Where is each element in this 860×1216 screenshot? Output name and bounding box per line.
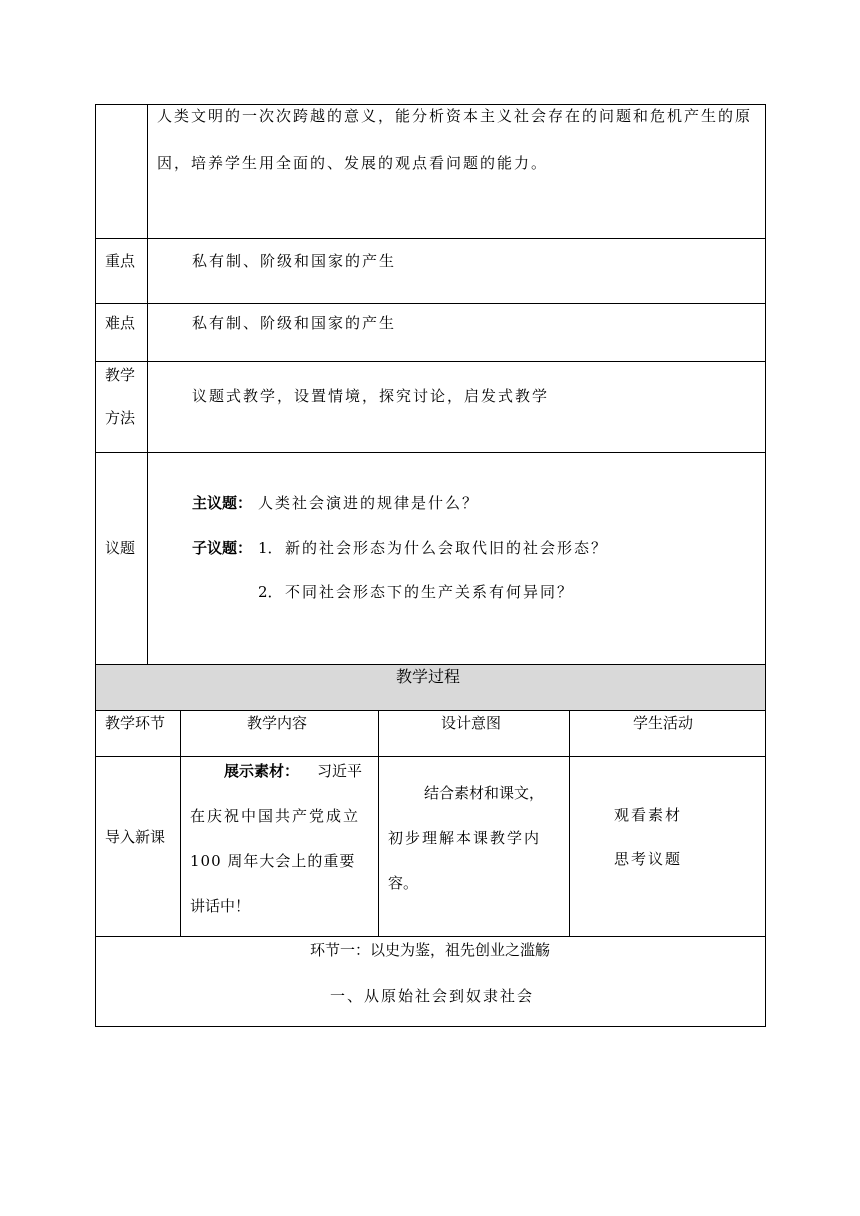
- table-rule: [147, 104, 148, 664]
- main-topic-text: 人类社会演进的规律是什么？: [258, 494, 480, 512]
- sub-topic-2-text: 不同社会形态下的生产关系有何异同？: [285, 583, 575, 601]
- table-rule: [765, 104, 766, 1027]
- sub-topic-1-text: 新的社会形态为什么会取代旧的社会形态？: [285, 539, 609, 557]
- table-rule: [95, 452, 766, 453]
- objectives-line-1: 人类文明的一次次跨越的意义，能分析资本主义社会存在的问题和危机产生的原: [157, 107, 753, 125]
- sub-topic-label: 子议题：: [192, 539, 253, 557]
- intro-content-line-4: 讲话中！: [190, 897, 251, 915]
- sub-topic-1-number: 1．: [258, 539, 283, 557]
- key-point-content: 私有制、阶级和国家的产生: [192, 252, 397, 270]
- table-rule: [95, 303, 766, 304]
- table-rule: [95, 361, 766, 362]
- difficulty-content: 私有制、阶级和国家的产生: [192, 314, 397, 332]
- topics-label: 议题: [105, 539, 136, 557]
- table-rule: [95, 756, 766, 757]
- table-rule: [95, 710, 766, 711]
- intro-content-line-3: 100 周年大会上的重要: [190, 852, 356, 870]
- table-rule: [569, 710, 570, 936]
- process-header: 教学过程: [396, 667, 461, 686]
- column-header-activity: 学生活动: [633, 714, 694, 732]
- table-rule: [95, 936, 766, 937]
- intro-stage: 导入新课: [105, 828, 166, 846]
- table-rule: [95, 238, 766, 239]
- method-label-line-1: 教学: [105, 366, 136, 384]
- difficulty-label: 难点: [105, 314, 136, 332]
- column-header-intent: 设计意图: [441, 714, 502, 732]
- table-rule: [95, 664, 766, 665]
- table-rule: [180, 710, 181, 936]
- column-header-content: 教学内容: [247, 714, 308, 732]
- intro-content-line-2: 在庆祝中国共产党成立: [190, 807, 361, 825]
- main-topic-label: 主议题：: [192, 494, 253, 512]
- table-rule: [95, 104, 766, 105]
- sub-topic-2-number: 2．: [258, 583, 283, 601]
- table-rule: [378, 710, 379, 936]
- table-rule: [95, 1026, 766, 1027]
- section-1-title: 环节一：以史为鉴，祖先创业之滥觞: [310, 941, 551, 959]
- section-1-subtitle: 一、从原始社会到奴隶社会: [330, 987, 535, 1005]
- intro-intent-line-2: 初步理解本课教学内: [388, 829, 542, 847]
- method-content: 议题式教学，设置情境，探究讨论，启发式教学: [192, 387, 550, 405]
- intro-content-bold: 展示素材：: [224, 762, 300, 780]
- intro-activity-line-1: 观看素材: [614, 806, 683, 824]
- intro-intent-line-3: 容。: [388, 874, 419, 892]
- method-label-line-2: 方法: [105, 409, 136, 427]
- key-point-label: 重点: [105, 252, 136, 270]
- intro-intent-line-1: 结合素材和课文，: [424, 784, 545, 802]
- column-header-stage: 教学环节: [105, 714, 166, 732]
- intro-content-line-1: 习近平: [317, 762, 363, 780]
- table-rule: [95, 104, 96, 1027]
- objectives-line-2: 因，培养学生用全面的、发展的观点看问题的能力。: [157, 154, 549, 172]
- intro-activity-line-2: 思考议题: [614, 850, 683, 868]
